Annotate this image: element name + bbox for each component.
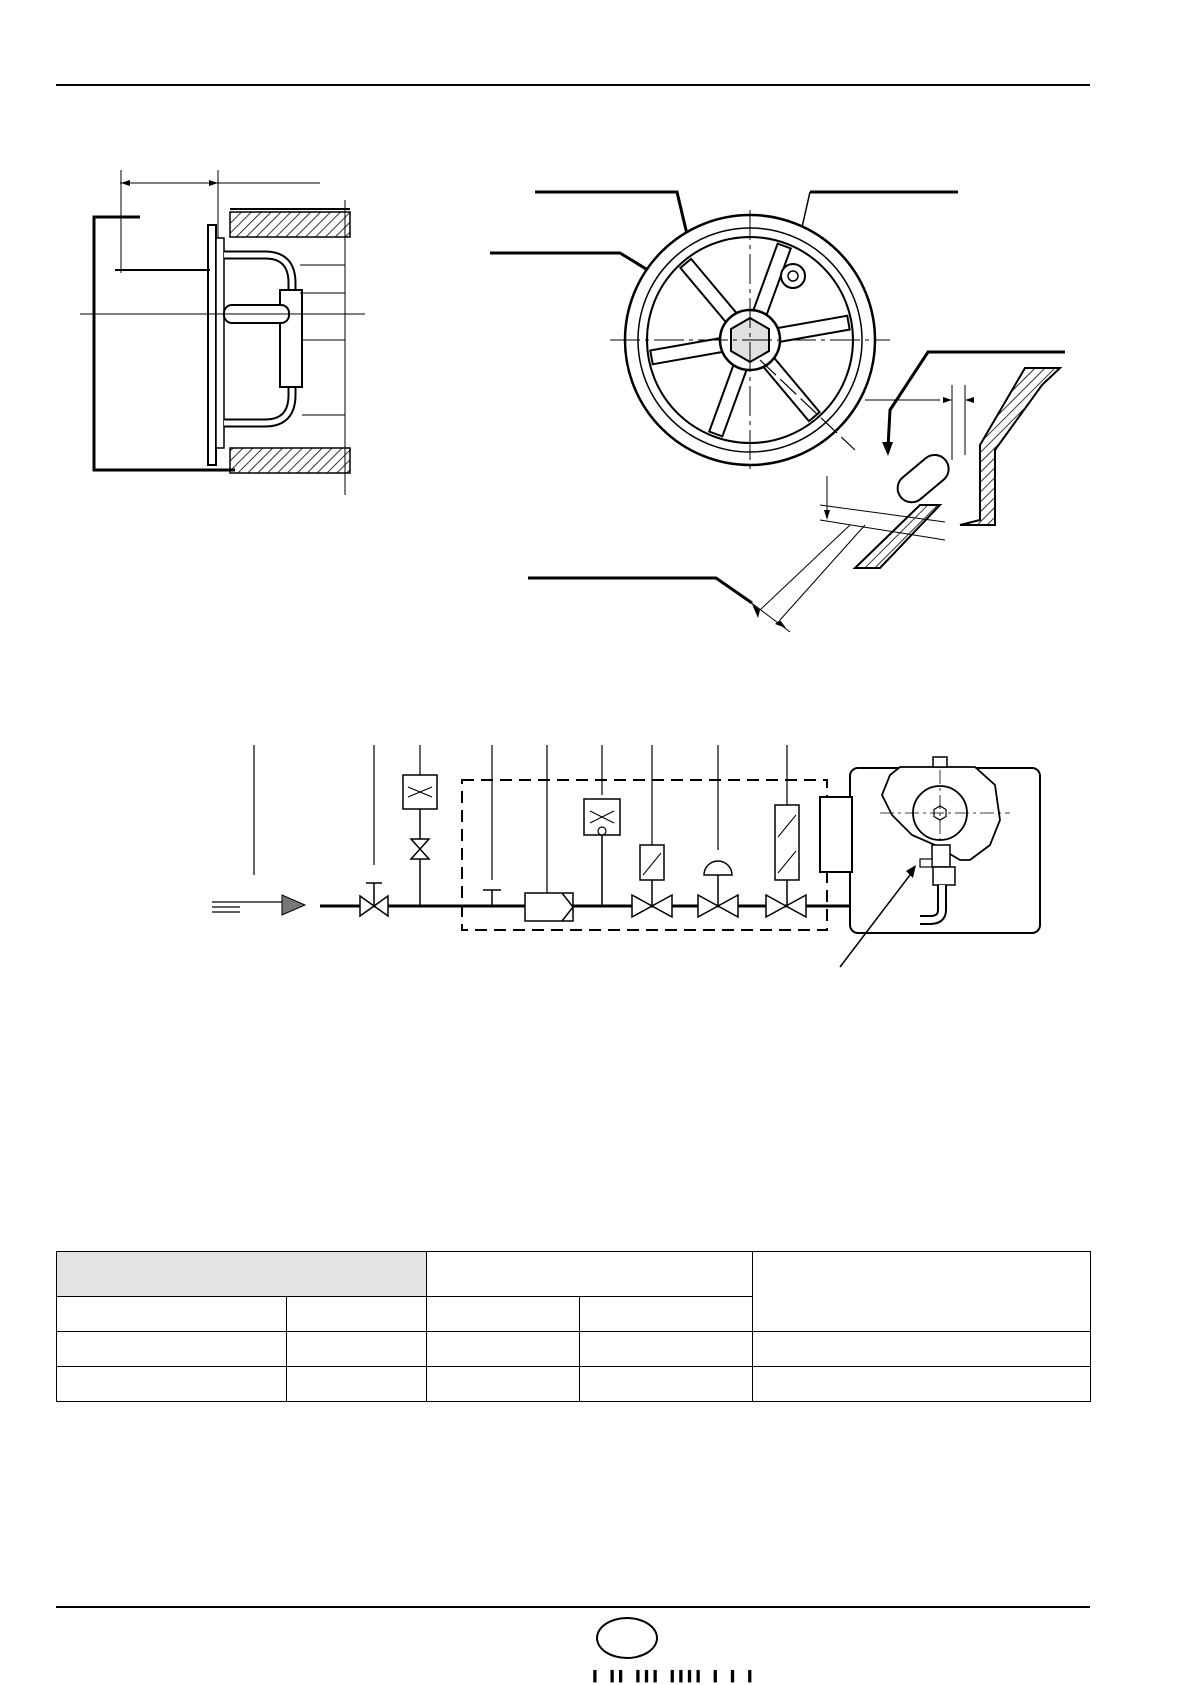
table-cell [57, 1367, 287, 1402]
header-rule [56, 84, 1090, 86]
table-cell [287, 1332, 427, 1367]
table-header-group-c [753, 1252, 1091, 1332]
table-cell [427, 1367, 580, 1402]
printer-marks: ▐ ▐▐ ▐▐▐ ▐▐▐▐ ▐ ▐ ▐ [590, 1671, 754, 1683]
gas-train-schematic [200, 735, 1090, 975]
table-header-group-a [57, 1252, 427, 1297]
table-subheader-cell [427, 1297, 580, 1332]
footer-rule [56, 1606, 1090, 1608]
table-cell [753, 1332, 1091, 1367]
table-cell [580, 1367, 753, 1402]
table-cell [580, 1332, 753, 1367]
specification-table [56, 1251, 1090, 1402]
table-cell [57, 1332, 287, 1367]
ignition-electrode-figure [490, 180, 1070, 675]
table-row [57, 1332, 1091, 1367]
table-cell [427, 1332, 580, 1367]
table-cell [753, 1367, 1091, 1402]
table-subheader-cell [287, 1297, 427, 1332]
table-row [57, 1367, 1091, 1402]
burner-head-section-figure [80, 165, 380, 500]
table-cell [287, 1367, 427, 1402]
language-page-badge [596, 1617, 658, 1659]
table-subheader-cell [580, 1297, 753, 1332]
table-header-group-b [427, 1252, 753, 1297]
table-subheader-cell [57, 1297, 287, 1332]
